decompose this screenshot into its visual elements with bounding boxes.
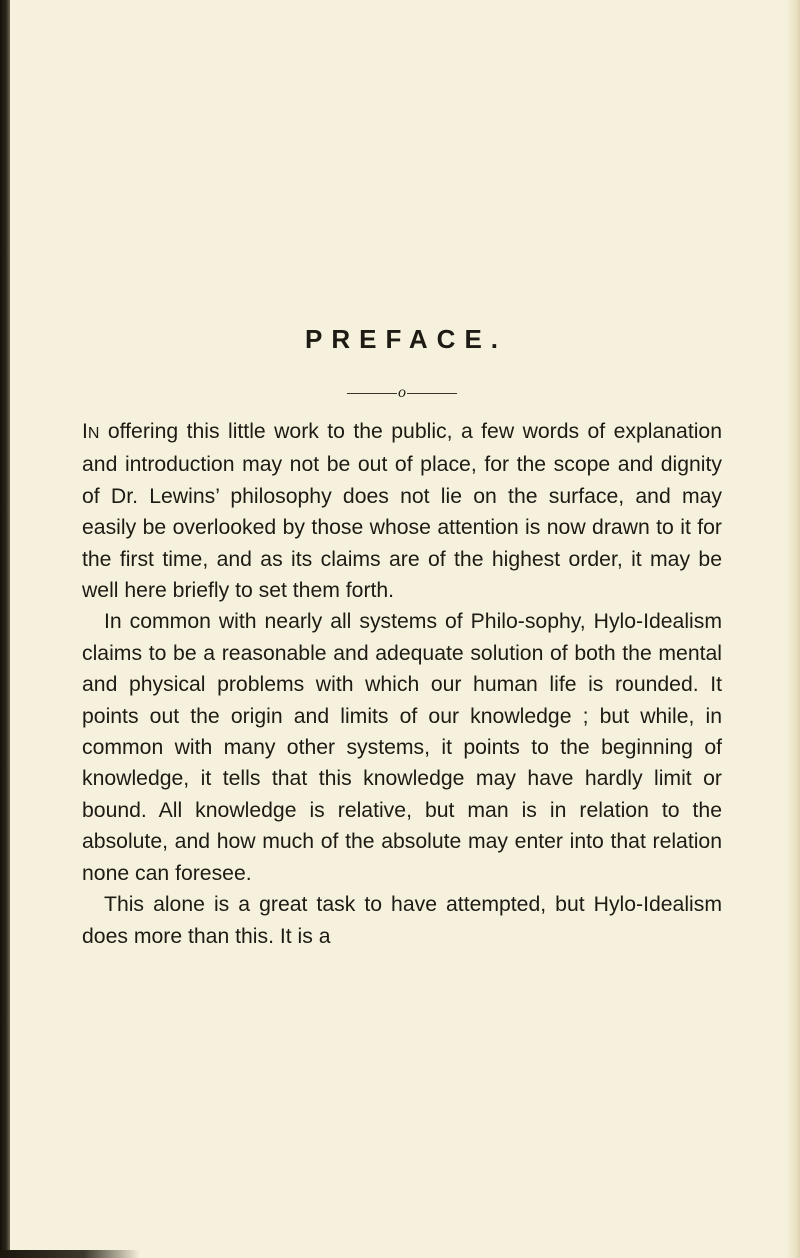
title-ornament xyxy=(82,382,722,404)
page-bottom-shadow xyxy=(0,1250,140,1258)
drop-initial xyxy=(82,420,99,443)
ornament-mark: o xyxy=(398,384,406,401)
paragraph-2: In common with nearly all systems of Philo-sophy, Hylo-Idealism claims to be a reasonable and adequate solution of both the mental and physical problems with which our human life is rounded. It points out the origin and limits of our knowledge ; but while, in common with many other systems, it points to the beginning of knowledge, it tells that this knowledge may have hardly limit or bound. All knowledge is relative, but man is in relation to the absolute, and how much of the absolute may enter into that relation none can foresee. xyxy=(82,610,722,885)
paragraph-1 xyxy=(82,416,722,606)
lead-initial-letter: I xyxy=(82,420,88,443)
page-edge-shadow xyxy=(786,0,800,1258)
ornament-rule-right xyxy=(407,393,457,394)
preface-body xyxy=(82,416,722,952)
page-title: PREFACE. xyxy=(304,324,508,354)
ornament-rule-left xyxy=(347,393,397,394)
paragraph-1-text: offering this little work to the public, a few words of explanation and introduction may not be out of place, for the scope and dignity of Dr. Lewins’ philosophy does not lie on the surface, and may easily be overlooked by those whose attention is now drawn to it for the first time, and as its claims are of the highest order, it may be well here briefly to set them forth. xyxy=(82,420,722,603)
paragraph-3: This alone is a great task to have attempted, but Hylo-Idealism does more than this. It is a xyxy=(82,893,722,948)
book-spine-shadow xyxy=(0,0,10,1258)
page-content xyxy=(82,322,722,952)
lead-small-caps: N xyxy=(87,425,100,442)
